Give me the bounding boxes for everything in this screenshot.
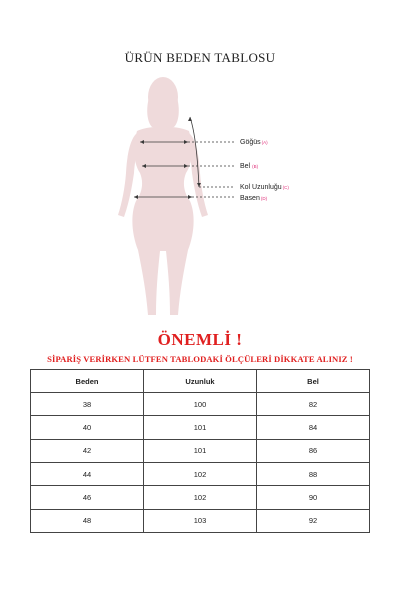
cell-size: 42: [31, 439, 144, 462]
cell-size: 38: [31, 393, 144, 416]
table-row: [31, 393, 370, 416]
order-notice: SİPARİŞ VERİRKEN LÜTFEN TABLODAKİ ÖLÇÜLERİ DİKKATE ALINIZ !: [47, 354, 353, 364]
cell-waist: 82: [257, 393, 370, 416]
table-row: [31, 509, 370, 532]
cell-length: 102: [144, 462, 257, 485]
table-row: [31, 486, 370, 509]
column-header-length: Uzunluk: [144, 370, 257, 393]
label-sleeve: Kol Uzunluğu(C): [240, 184, 289, 191]
label-chest: Göğüs(A): [240, 139, 268, 146]
table-header-row: [31, 370, 370, 393]
cell-size: 44: [31, 462, 144, 485]
cell-waist: 90: [257, 486, 370, 509]
cell-length: 103: [144, 509, 257, 532]
table-row: [31, 462, 370, 485]
cell-length: 101: [144, 416, 257, 439]
cell-size: 48: [31, 509, 144, 532]
page-title: ÜRÜN BEDEN TABLOSU: [124, 50, 276, 65]
label-waist: Bel (B): [240, 163, 259, 170]
cell-waist: 92: [257, 509, 370, 532]
column-header-size: Beden: [31, 370, 144, 393]
table-row: [31, 439, 370, 462]
column-header-waist: Bel: [257, 370, 370, 393]
important-heading: ÖNEMLİ !: [157, 330, 243, 349]
label-hip: Basen(D): [240, 195, 268, 202]
cell-waist: 88: [257, 462, 370, 485]
cell-length: 102: [144, 486, 257, 509]
body-measurement-figure: [0, 75, 400, 325]
size-table: [30, 369, 370, 533]
table-row: [31, 416, 370, 439]
cell-length: 101: [144, 439, 257, 462]
body-silhouette: [118, 77, 208, 315]
cell-size: 46: [31, 486, 144, 509]
cell-waist: 84: [257, 416, 370, 439]
cell-length: 100: [144, 393, 257, 416]
cell-size: 40: [31, 416, 144, 439]
cell-waist: 86: [257, 439, 370, 462]
